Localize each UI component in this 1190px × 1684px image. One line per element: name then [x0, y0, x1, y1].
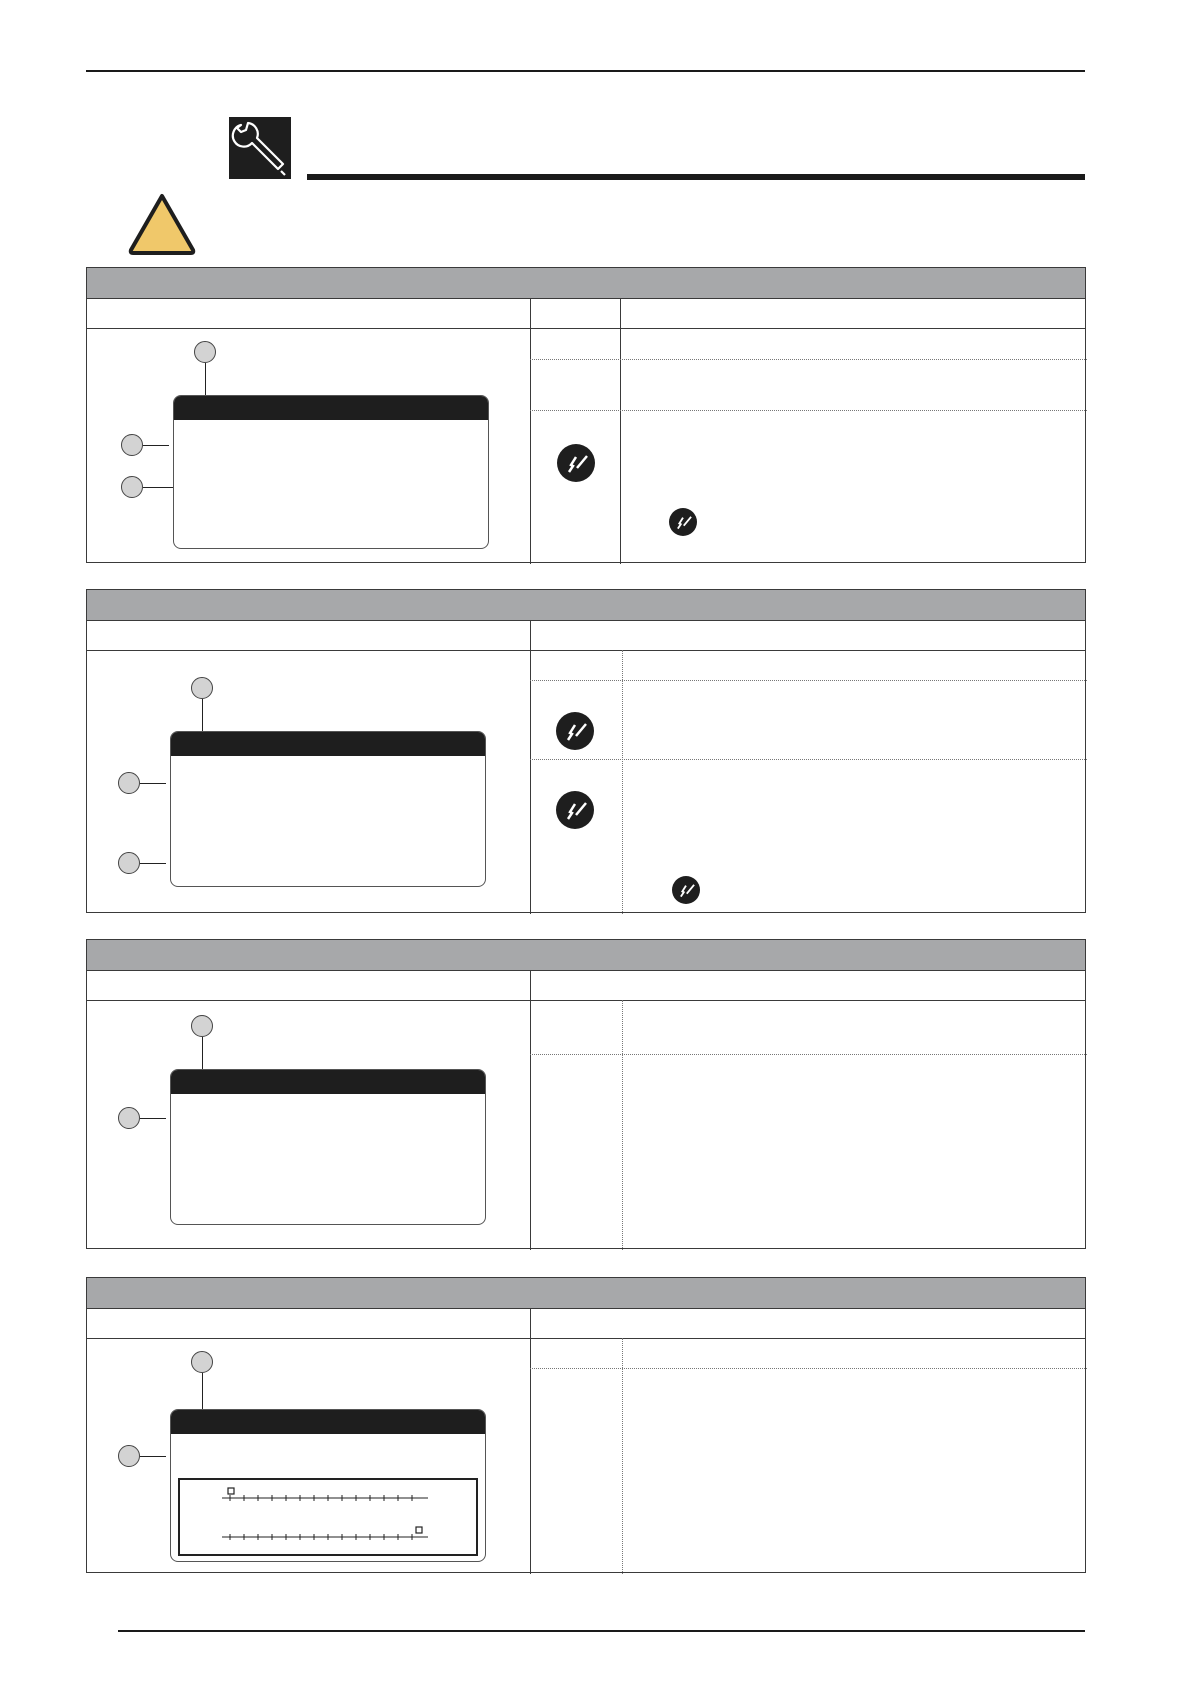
display-screen: [170, 1069, 486, 1225]
section-2: [86, 589, 1086, 913]
top-rule: [86, 70, 1085, 72]
column-divider: [530, 620, 531, 914]
warning-triangle-icon: [127, 192, 197, 256]
callout-2: [118, 1445, 140, 1467]
column-divider: [622, 1338, 623, 1574]
screen-title-bar: [171, 1070, 485, 1094]
column-divider: [530, 1308, 531, 1574]
scale-panel: [178, 1478, 478, 1556]
screen-title-bar: [171, 732, 485, 756]
row-divider: [530, 359, 1087, 360]
column-divider: [530, 298, 531, 564]
display-screen: [173, 395, 489, 549]
display-screen: [170, 731, 486, 887]
row-divider: [530, 759, 1087, 760]
wrench-icon: [229, 117, 291, 179]
row-divider: [530, 410, 1087, 411]
bottom-rule: [118, 1630, 1085, 1632]
callout-3: [121, 476, 143, 498]
scale-marker-top: [228, 1488, 234, 1494]
row-divider: [530, 1054, 1087, 1055]
section-1-title-bar: [87, 268, 1085, 299]
screen-title-bar: [174, 396, 488, 420]
service-badge-icon: [557, 444, 595, 482]
section-3-column-header: [87, 970, 1085, 1001]
title-rule: [307, 174, 1085, 180]
scale-marker-bottom: [416, 1527, 422, 1533]
callout-1: [194, 341, 216, 363]
row-divider: [530, 1368, 1087, 1369]
section-1: [86, 267, 1086, 563]
row-divider: [530, 680, 1087, 681]
screen-title-bar: [171, 1410, 485, 1434]
callout-3: [118, 852, 140, 874]
callout-2: [121, 434, 143, 456]
column-divider: [530, 970, 531, 1250]
service-badge-icon: [556, 712, 594, 750]
section-3: [86, 939, 1086, 1249]
section-4-title-bar: [87, 1278, 1085, 1309]
service-badge-icon: [672, 876, 700, 904]
service-badge-icon: [669, 508, 697, 536]
section-3-title-bar: [87, 940, 1085, 971]
column-divider: [620, 298, 621, 564]
section-2-column-header: [87, 620, 1085, 651]
callout-2: [118, 772, 140, 794]
column-divider: [622, 650, 623, 914]
display-screen: [170, 1409, 486, 1562]
column-divider: [622, 1000, 623, 1250]
section-1-column-header: [87, 298, 1085, 329]
section-4: [86, 1277, 1086, 1573]
section-2-title-bar: [87, 590, 1085, 621]
callout-1: [191, 1015, 213, 1037]
scale-graphic: [180, 1480, 476, 1554]
callout-1: [191, 1351, 213, 1373]
callout-2: [118, 1107, 140, 1129]
service-badge-icon: [556, 791, 594, 829]
section-4-column-header: [87, 1308, 1085, 1339]
callout-1: [191, 677, 213, 699]
